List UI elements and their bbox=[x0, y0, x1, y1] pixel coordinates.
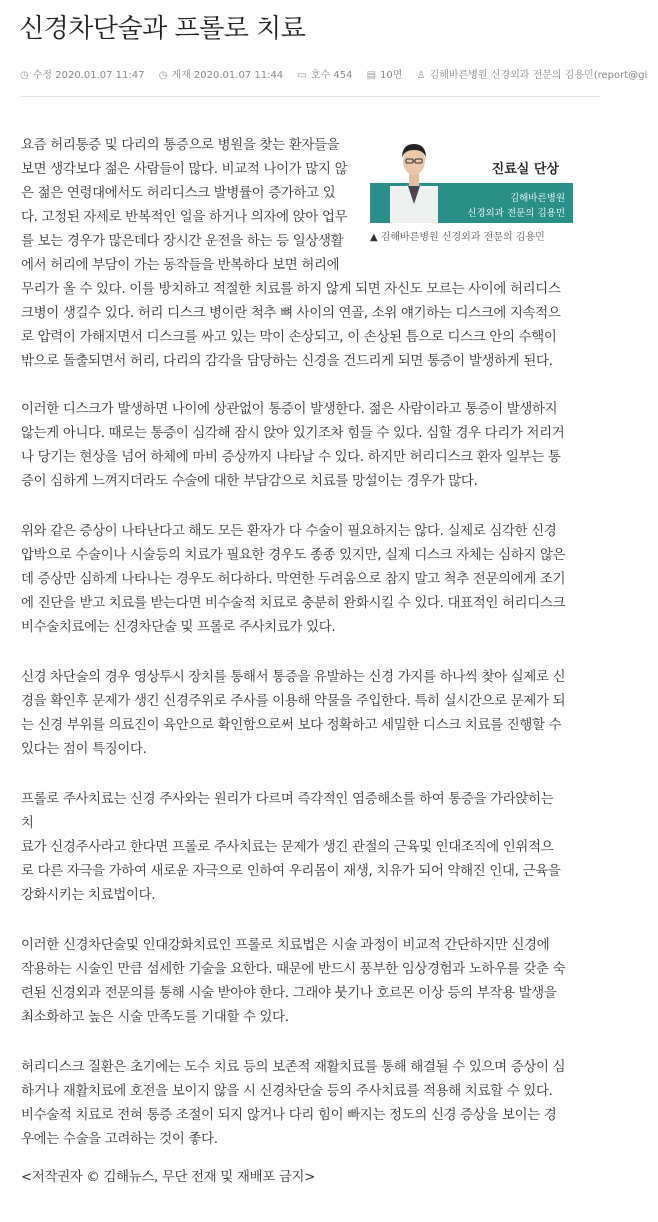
published-text: 게재 2020.01.07 11:44 bbox=[171, 70, 284, 81]
text-line: 나 당기는 현상을 넘어 하체에 마비 증상까지 나타날 수 있다. 하지만 허리디스크 환자 일부는 통 bbox=[21, 450, 561, 465]
text-line: 련된 신경외과 전문의를 통해 시술 받아야 한다. 그래야 붓기나 호르몬 이상 등의 부작용 발생을 bbox=[21, 986, 557, 1001]
text-line: 우에는 수술을 고려하는 것이 좋다. bbox=[21, 1132, 218, 1147]
issue-number bbox=[297, 66, 352, 81]
text-line: 료가 신경주사라고 한다면 프롤로 주사치료는 문제가 생긴 관절의 근육및 인대조직에 인위적으 bbox=[21, 840, 554, 855]
text-line: 허리디스크 질환은 초기에는 도수 치료 등의 보존적 재활치료를 통해 해결될 수 있으며 증상이 심 bbox=[21, 1060, 566, 1075]
photo-caption-text: 김해바른병원 신경외과 전문의 김용민 bbox=[380, 232, 545, 243]
text-line: 를 보는 경우가 많은데다 장시간 운전을 하는 등 일상생활 bbox=[21, 234, 344, 249]
article-meta bbox=[20, 66, 648, 84]
text-line: 경을 확인후 문제가 생긴 신경주위로 주사를 이용해 약물을 주입한다. 특히 실시간으로 문제가 되 bbox=[21, 694, 566, 709]
text-line: 치 bbox=[21, 816, 34, 831]
author-text: 김해바른병원 신경외과 전문의 김용민(report@gi bbox=[429, 70, 648, 81]
text-line: 이러한 디스크가 발생하면 나이에 상관없이 통증이 발생한다. 젊은 사람이라고 통증이 발생하지 bbox=[21, 402, 558, 417]
text-line: 밖으로 돌출되면서 허리, 다리의 감각을 담당하는 신경을 건드리게 되면 통증이 발생하게 된다. bbox=[21, 354, 553, 369]
text-line: 위와 같은 증상이 나타난다고 해도 모든 환자가 다 수술이 필요하지는 않다. 실제로 심각한 신경 bbox=[21, 524, 557, 539]
text-line: 에서 허리에 부담이 가는 동작들을 반복하다 보면 허리에 bbox=[21, 258, 340, 273]
text-line: 않는게 아니다. 때로는 통증이 심각해 잠시 앉아 있기조차 힘들 수 있다. 심할 경우 다리가 저리거 bbox=[21, 426, 565, 441]
author-info[interactable] bbox=[417, 66, 648, 81]
text-line: 강화시키는 치료법이다. bbox=[21, 888, 156, 903]
published-date bbox=[159, 66, 284, 81]
hospital-name: 김해바른병원 bbox=[509, 193, 565, 204]
text-line: 작용하는 시술인 만큼 섬세한 기술을 요한다. 때문에 반드시 풍부한 임상경험과 노하우를 갖춘 숙 bbox=[21, 962, 566, 977]
clock-icon: ◷ bbox=[20, 70, 29, 81]
clock-icon: ◷ bbox=[158, 70, 168, 81]
paragraph-6 bbox=[21, 934, 565, 1030]
triangle-up-icon: ▲ bbox=[370, 232, 378, 243]
paragraph-2 bbox=[21, 398, 564, 494]
doctor-title: 신경외과 전문의 김용민 bbox=[467, 208, 565, 219]
text-line: 압박으로 수술이나 시술등의 치료가 필요한 경우도 종종 있지만, 실제 디스크 자체는 심하지 않은 bbox=[21, 548, 566, 563]
modified-date bbox=[20, 66, 145, 81]
page-number bbox=[367, 66, 403, 81]
text-line: 증이 심하게 느껴지더라도 수술에 대한 부담감으로 치료를 망설이는 경우가 많다. bbox=[21, 474, 478, 489]
text-line: 하거나 재활치료에 호전을 보이지 않을 시 신경차단술 등의 주사치료를 적용해 치료할 수 있다. bbox=[21, 1084, 553, 1099]
text-line: 로 다른 자극을 가하여 새로운 자극으로 인하여 우리몸이 재생, 치유가 되어 약해진 인대, 근육을 bbox=[21, 864, 561, 879]
paragraph-1 bbox=[21, 134, 561, 374]
text-line: 이러한 신경차단술및 인대강화치료인 프롤로 치료법은 시술 과정이 비교적 간단하지만 신경에 bbox=[21, 938, 550, 953]
text-line: 비수술치료에는 신경차단술 및 프롤로 주사치료가 있다. bbox=[21, 620, 336, 635]
text-line: 최소화하고 높은 시술 만족도를 기대할 수 있다. bbox=[21, 1010, 289, 1025]
paragraph-4 bbox=[21, 666, 565, 762]
text-line: 크병이 생길수 있다. 허리 디스크 병이란 척추 뼈 사이의 연골, 소위 얘기하는 디스크에 지속적으 bbox=[21, 306, 561, 321]
text-line: 다. 고정된 자세로 반복적인 일을 하거나 의자에 앉아 업무 bbox=[21, 210, 348, 225]
text-line: 데 증상만 심하게 나타나는 경우도 허다하다. 막연한 두려움으로 참지 말고 척추 전문의에게 조기 bbox=[21, 572, 566, 587]
text-line: 프롤로 주사치료는 신경 주사와는 원리가 다르며 즉각적인 염증해소를 하여 통증을 가라앉히는 bbox=[21, 792, 554, 807]
article-title: 신경차단술과 프롤로 치료 bbox=[19, 14, 306, 44]
issue-text: 호수 454 bbox=[310, 70, 353, 81]
text-line: 는 신경 부위를 의료진이 육안으로 확인함으로써 보다 정확하고 세밀한 디스크 치료를 진행할 수 bbox=[21, 718, 562, 733]
text-line: 비수술적 치료로 전혀 통증 조절이 되지 않거나 다리 힘이 빠지는 정도의 신경 증상을 보이는 경 bbox=[21, 1108, 557, 1123]
text-line: 보면 생각보다 젊은 사람들이 많다. 비교적 나이가 많지 않 bbox=[21, 162, 348, 177]
monitor-icon: ▭ bbox=[297, 70, 307, 81]
text-line: 에 진단을 받고 치료를 받는다면 비수술적 치료로 충분히 완화시킬 수 있다. 대표적인 허리디스크 bbox=[21, 596, 566, 611]
text-line: 신경 차단술의 경우 영상투시 장치를 통해서 통증을 유발하는 신경 가지를 하나씩 찾아 실제로 신 bbox=[21, 670, 566, 685]
page-icon: ▤ bbox=[366, 70, 377, 81]
paragraph-7 bbox=[21, 1056, 565, 1152]
paragraph-3 bbox=[21, 520, 565, 640]
person-icon: ♙ bbox=[416, 70, 426, 81]
text-line: 무리가 올 수 있다. 이를 방치하고 적절한 치료를 하지 않게 되면 자신도 모르는 사이에 허리디스 bbox=[21, 282, 561, 297]
paragraph-5 bbox=[21, 788, 561, 908]
text-line: 있다는 점이 특징이다. bbox=[21, 742, 147, 757]
text-line: 요즘 허리통증 및 다리의 통증으로 병원을 찾는 환자들을 bbox=[21, 138, 340, 153]
modified-text: 수정 2020.01.07 11:47 bbox=[32, 70, 145, 81]
meta-divider bbox=[20, 96, 600, 97]
copyright-notice bbox=[21, 1166, 315, 1190]
column-name: 진료실 단상 bbox=[491, 162, 559, 177]
page-text: 10면 bbox=[380, 70, 403, 81]
text-line: 은 젊은 연령대에서도 허리디스크 발병률이 증가하고 있 bbox=[21, 186, 336, 201]
text-line: 로 압력이 가해지면서 디스크를 싸고 있는 막이 손상되고, 이 손상된 틈으로 디스크 안의 수핵이 bbox=[21, 330, 557, 345]
copyright-text: <저작권자 © 김해뉴스, 무단 전재 및 재배포 금지> bbox=[21, 1170, 316, 1185]
